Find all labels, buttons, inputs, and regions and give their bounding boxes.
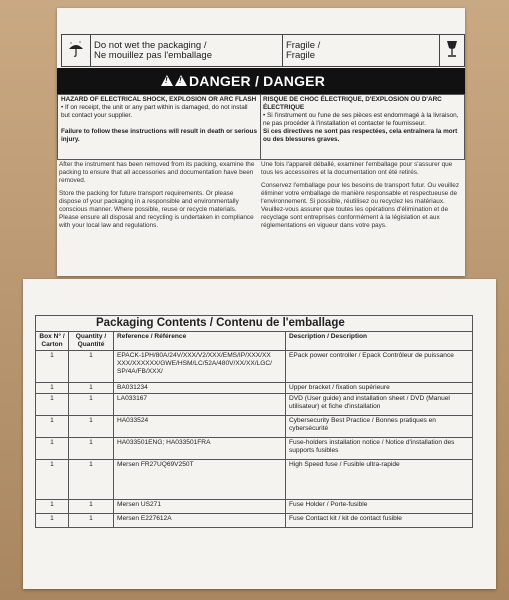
box-cell: 1 <box>36 351 69 383</box>
table-row <box>36 500 473 514</box>
packaging-title: Packaging Contents / Contenu de l'emballage <box>96 317 345 329</box>
hazard-warning-en: Failure to follow these instructions will result in death or serious injury. <box>61 128 258 143</box>
hazard-warning-fr: Si ces directives ne sont pas respectées, cela entraînera la mort ou des blessures graves. <box>263 128 458 143</box>
instructions-fr-p1: Une fois l'appareil déballé, examiner l'emballage pour s'assurer que tous les accessoires et la documentation ont été retirés. <box>261 161 453 176</box>
box-cell: 1 <box>36 514 69 528</box>
warning-label-sheet <box>57 8 465 276</box>
table-row <box>36 514 473 528</box>
quantity-cell: 1 <box>69 438 114 460</box>
description-cell: Fuse Contact kit / kit de contact fusible <box>286 514 473 528</box>
header-reference: Reference / Référence <box>114 332 286 351</box>
umbrella-icon <box>62 35 91 67</box>
hazard-heading-fr: RISQUE DE CHOC ÉLECTRIQUE, D'EXPLOSION OU D'ARC ÉLECTRIQUE <box>263 96 442 111</box>
reference-cell: HA033524 <box>114 416 286 438</box>
description-cell: High Speed fuse / Fusible ultra-rapide <box>286 460 473 500</box>
instructions-en-p1: After the instrument has been removed from its packing, examine the packing to ensure that all accessories and documentation have been removed. <box>59 161 255 184</box>
reference-cell: EPACK-1PH/80A/24V/XXX/V2/XXX/EMS/IP/XXX/XX XXX/XXXXXX/GWE/HSM/LC/52A/480V/XX/XX/LGC/ SP/4A/FB/XXX/ <box>114 351 286 383</box>
quantity-cell: 1 <box>69 514 114 528</box>
wet-warning-label-fr: Ne mouillez pas l'emballage <box>94 49 212 61</box>
header-description: Description / Description <box>286 332 473 351</box>
hazard-box <box>57 94 465 160</box>
instructions-en-p2: Store the packing for future transport requirements. Or please dispose of your packaging in a responsible and environmentally conscious manner. Where possible, reuse or recycle materials. Please ensure all disposal and recycling is undertaken in compliance with your local law and regulations. <box>59 190 254 229</box>
fragile-glass-icon <box>440 35 465 67</box>
box-cell: 1 <box>36 394 69 416</box>
box-cell: 1 <box>36 416 69 438</box>
quantity-cell: 1 <box>69 460 114 500</box>
hazard-heading-en: HAZARD OF ELECTRICAL SHOCK, EXPLOSION OR ARC FLASH <box>61 96 257 103</box>
hazard-bullet-en: • If on receipt, the unit or any part within is damaged, do not install but contact your supplier. <box>61 104 248 119</box>
table-row <box>36 351 473 383</box>
header-box: Box N° / Carton <box>36 332 69 351</box>
warning-triangle-icon <box>161 73 189 89</box>
quantity-cell: 1 <box>69 394 114 416</box>
reference-cell: Mersen E227612A <box>114 514 286 528</box>
danger-banner <box>57 68 465 94</box>
box-cell: 1 <box>36 460 69 500</box>
packaging-contents-sheet <box>23 279 496 589</box>
table-row <box>36 383 473 394</box>
table-row <box>36 460 473 500</box>
reference-cell: BA031234 <box>114 383 286 394</box>
instructions-fr <box>261 161 461 230</box>
table-row <box>36 416 473 438</box>
table-row <box>36 438 473 460</box>
wet-warning-label: Do not wet the packaging / <box>94 39 207 51</box>
quantity-cell: 1 <box>69 416 114 438</box>
table-row <box>36 394 473 416</box>
danger-title: DANGER / DANGER <box>189 73 326 89</box>
fragile-label-fr: Fragile <box>286 49 316 61</box>
hazard-divider <box>260 95 261 159</box>
description-cell: DVD (User guide) and installation sheet / DVD (Manuel utilisateur) et fiche d'installation <box>286 394 473 416</box>
header-quantity: Quantity / Quantité <box>69 332 114 351</box>
quantity-cell: 1 <box>69 351 114 383</box>
description-cell: Cybersecurity Best Practice / Bonnes pratiques en cybersécurité <box>286 416 473 438</box>
reference-cell: Mersen FR27UQ69V250T <box>114 460 286 500</box>
description-cell: Fuse Holder / Porte-fusible <box>286 500 473 514</box>
handling-symbols-table <box>61 34 465 67</box>
table-header-row <box>36 332 473 351</box>
quantity-cell: 1 <box>69 383 114 394</box>
hazard-bullet-fr: • Si l'instrument ou l'une de ses pièces est endommagé à la livraison, ne pas procéder à l'installation et contacter le fournisseur. <box>263 112 459 127</box>
instructions-fr-p2: Conservez l'emballage pour les besoins de transport futur. Ou veuillez éliminer votre emballage de manière responsable et respectueuse de l'environnement. Si possible, réutilisez ou recyclez les matériaux. Veuillez-vous assurer que toutes les opérations d'élimination et de recyclage sont entreprises conformément à la législation et aux réglementations en vigueur dans votre pays. <box>261 182 460 229</box>
packaging-title-cell <box>35 315 473 331</box>
fragile-label: Fragile / <box>286 39 321 51</box>
box-cell: 1 <box>36 383 69 394</box>
reference-cell: HA033501ENG; HA033501FRA <box>114 438 286 460</box>
box-cell: 1 <box>36 500 69 514</box>
description-cell: EPack power controller / Epack Contrôleur de puissance <box>286 351 473 383</box>
packaging-table <box>35 331 473 528</box>
box-cell: 1 <box>36 438 69 460</box>
description-cell: Upper bracket / fixation supérieure <box>286 383 473 394</box>
quantity-cell: 1 <box>69 500 114 514</box>
instructions-en <box>59 161 255 230</box>
reference-cell: Mersen US271 <box>114 500 286 514</box>
description-cell: Fuse-holders installation notice / Notice d'installation des supports fusibles <box>286 438 473 460</box>
reference-cell: LA033167 <box>114 394 286 416</box>
